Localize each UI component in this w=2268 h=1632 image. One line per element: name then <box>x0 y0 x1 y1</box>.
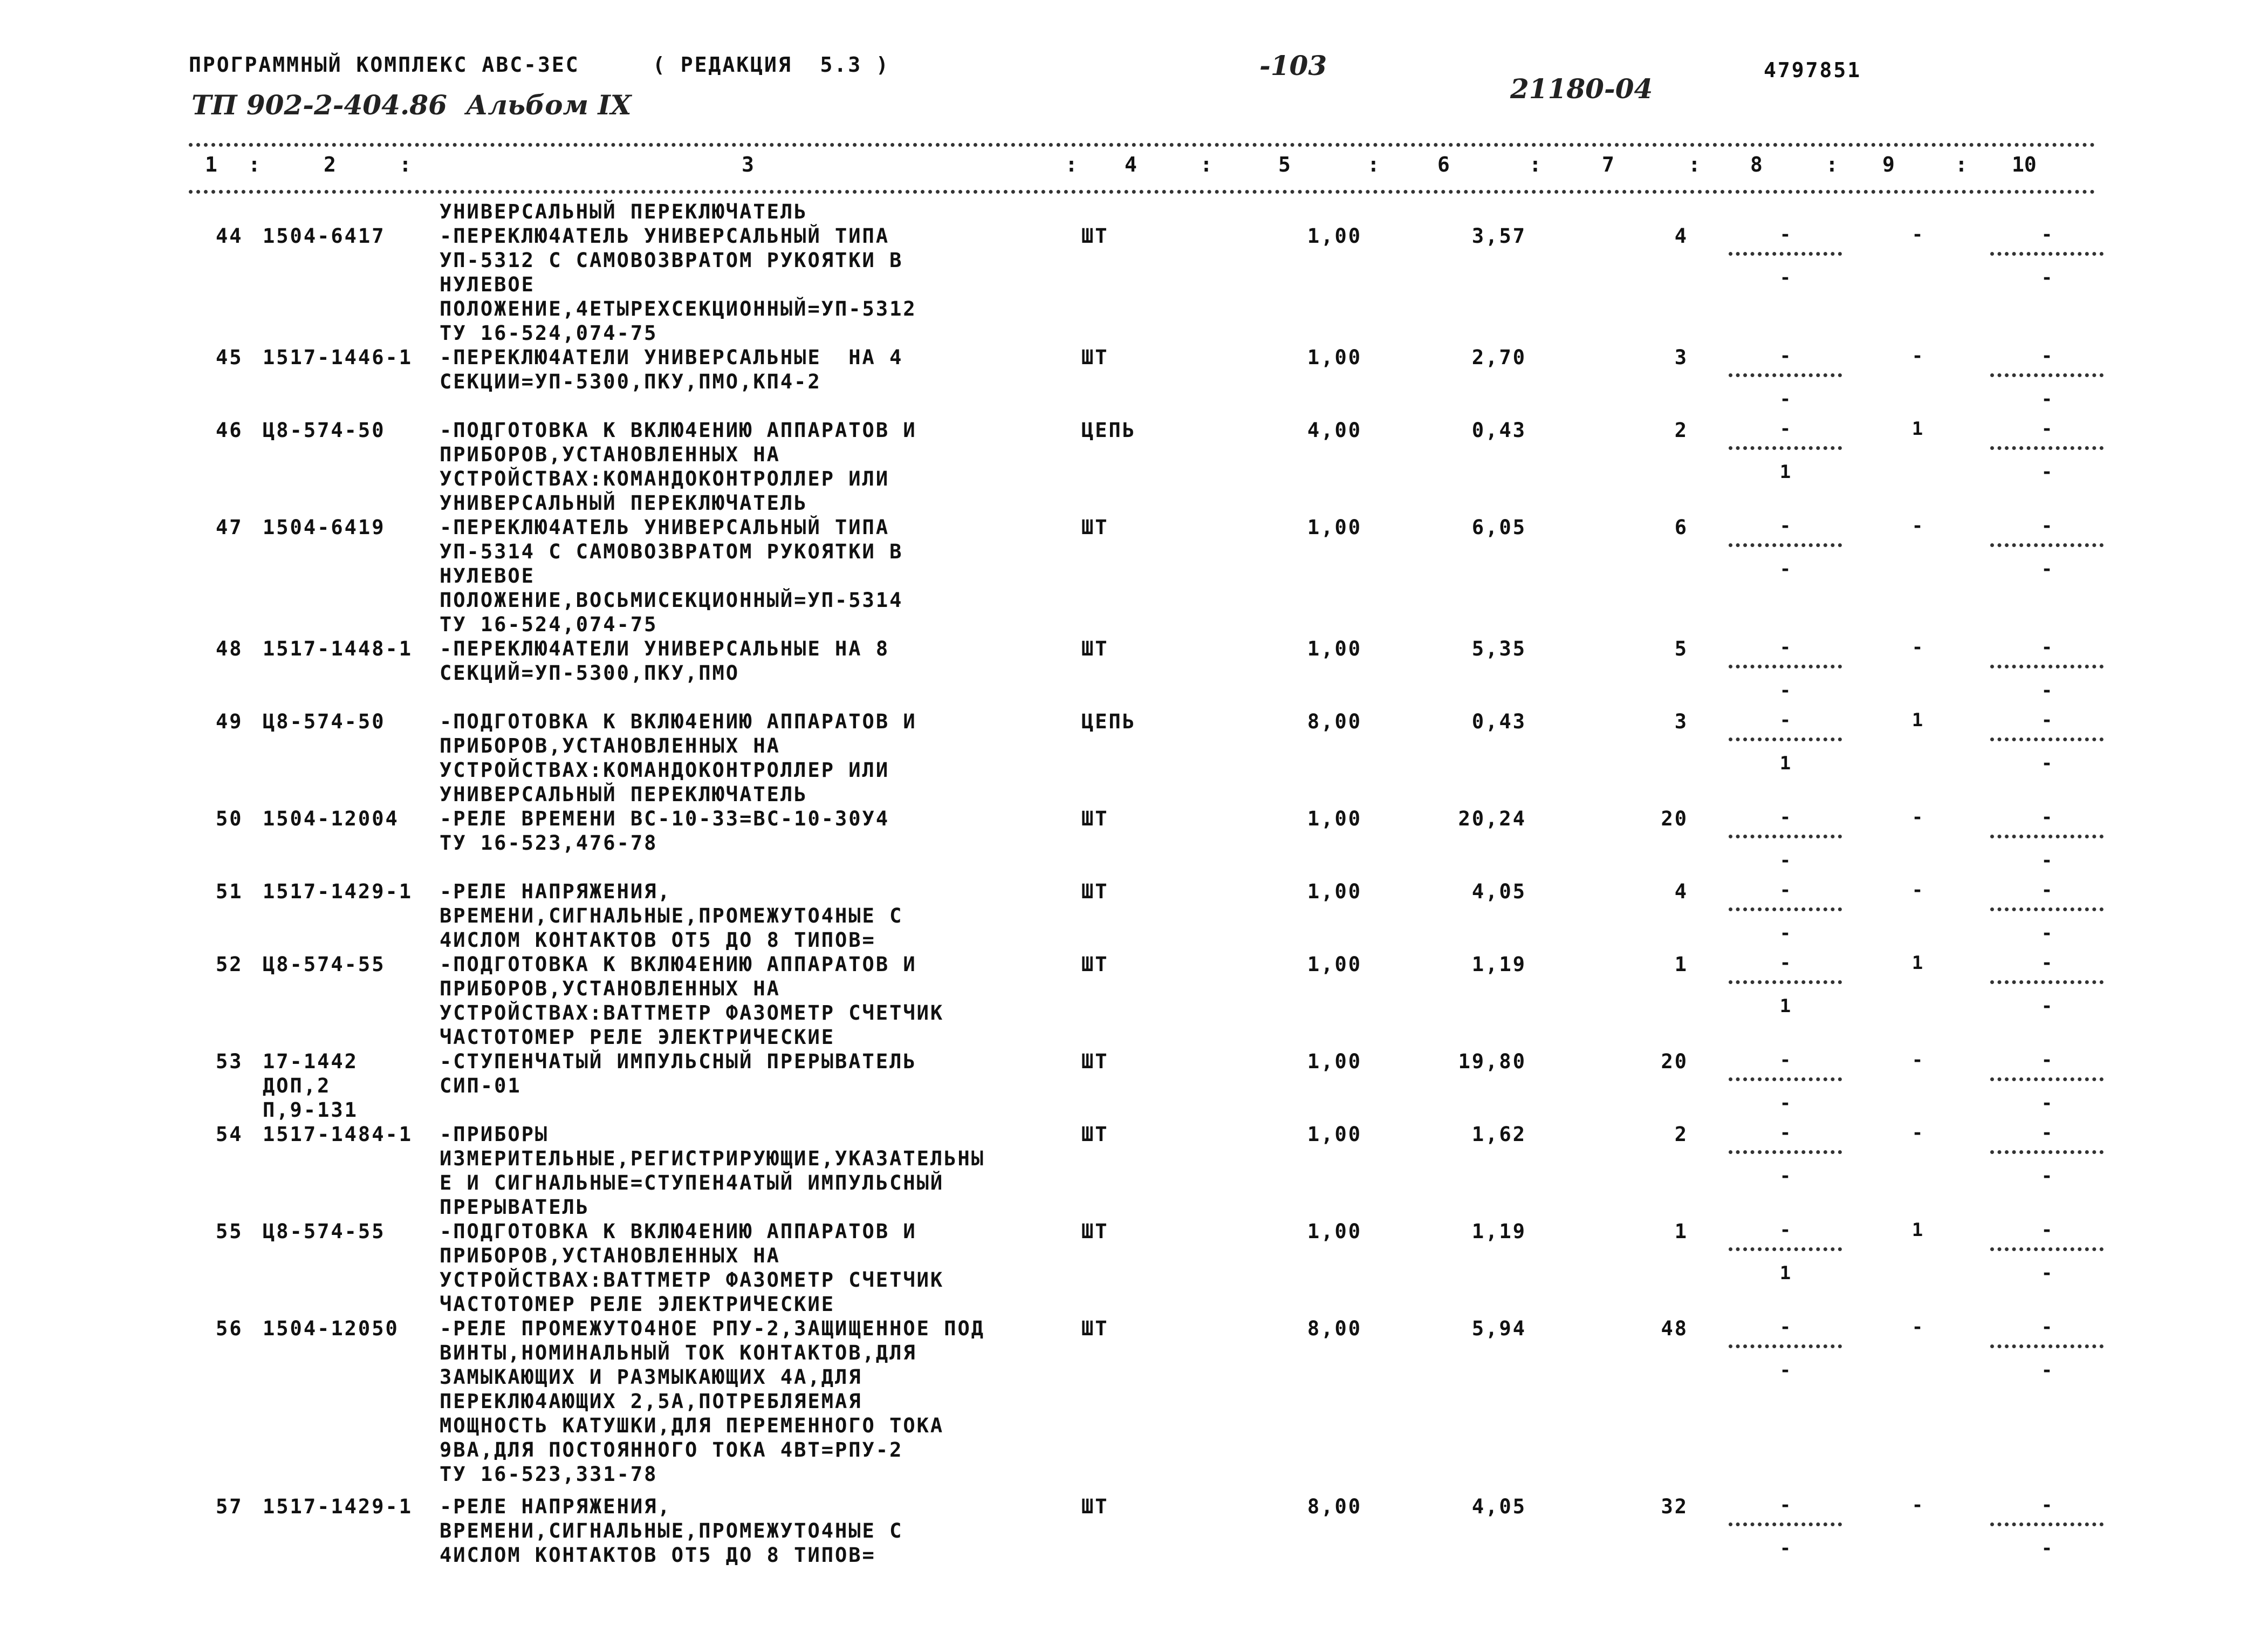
row-col10-fraction-bar <box>1990 1077 2103 1081</box>
row-col10-fraction-bar <box>1990 1150 2103 1154</box>
row-unit: ШТ <box>1081 1317 1109 1340</box>
row-code: 1504-6419 <box>263 516 386 539</box>
row-col8-fraction-bottom: - <box>1779 388 1791 410</box>
row-col10-fraction <box>1985 952 2109 1025</box>
col-sep: : <box>1955 153 1968 176</box>
header-divider <box>189 190 2095 194</box>
row-col9-value: - <box>1911 1316 1923 1338</box>
row-col8-fraction-bar <box>1729 738 1842 741</box>
row-col8-fraction <box>1723 637 1847 709</box>
row-price: 6,05 <box>1471 516 1526 539</box>
row-quantity: 4,00 <box>1307 419 1362 442</box>
row-number: 45 <box>216 346 243 369</box>
row-col8-fraction-bar <box>1729 1344 1842 1348</box>
row-col10-fraction <box>1985 1219 2109 1292</box>
row-price: 5,94 <box>1471 1317 1526 1340</box>
row-quantity: 8,00 <box>1307 710 1362 733</box>
row-col10-fraction-bottom: - <box>2041 388 2053 410</box>
row-col8-fraction-top: - <box>1779 807 1791 828</box>
col-8: 8 <box>1750 153 1763 176</box>
row-col8-value: 3 <box>1674 710 1688 733</box>
row-description: -РЕЛЕ НАПРЯЖЕНИЯ, ВРЕМЕНИ,СИГНАЛЬНЫЕ,ПРОМЕЖУТО4НЫЕ С 4ИСЛОМ КОНТАКТОВ ОТ5 ДО 8 ТИПОВ= <box>440 1495 903 1567</box>
doc-number: 4797851 <box>1764 58 1862 82</box>
row-col10-fraction-top: - <box>2041 807 2053 828</box>
row-description: -ПРИБОРЫ ИЗМЕРИТЕЛЬНЫЕ,РЕГИСТРИРУЮЩИЕ,УКАЗАТЕЛЬНЫ Е И СИГНАЛЬНЫЕ=СТУПЕН4АТЫЙ ИМПУЛЬСНЫЙ ПРЕРЫВАТЕЛЬ <box>440 1123 985 1219</box>
row-description: -ПЕРЕКЛЮ4АТЕЛЬ УНИВЕРСАЛЬНЫЙ ТИПА УП-5314 С САМОВОЗВРАТОМ РУКОЯТКИ В НУЛЕВОЕ ПОЛОЖЕНИЕ,ВОСЬМИСЕКЦИОННЫЙ=УП-5314 ТУ 16-524,074-75 <box>440 516 903 636</box>
row-col10-fraction-bottom: - <box>2041 1262 2053 1284</box>
row-col8-value: 4 <box>1674 880 1688 903</box>
row-quantity: 1,00 <box>1307 1123 1362 1146</box>
row-col10-fraction-bar <box>1990 907 2103 911</box>
col-sep: : <box>1367 153 1380 176</box>
row-col10-fraction-bottom: - <box>2041 558 2053 580</box>
row-col10-fraction-bottom: - <box>2041 1092 2053 1114</box>
row-price: 0,43 <box>1471 710 1526 733</box>
row-col8-fraction-bottom: 1 <box>1779 753 1791 774</box>
col-5: 5 <box>1278 153 1291 176</box>
row-col8-value: 1 <box>1674 1220 1688 1243</box>
row-col9-value: - <box>1911 1122 1923 1144</box>
row-quantity: 8,00 <box>1307 1495 1362 1518</box>
row-col10-fraction-bottom: - <box>2041 461 2053 483</box>
row-col8-value: 20 <box>1661 1050 1688 1073</box>
row-col10-fraction-bottom: - <box>2041 267 2053 289</box>
row-col8-value: 2 <box>1674 419 1688 442</box>
row-description: -ПОДГОТОВКА К ВКЛЮ4ЕНИЮ АППАРАТОВ И ПРИБОРОВ,УСТАНОВЛЕННЫХ НА УСТРОЙСТВАХ:КОМАНДОКОНТРОЛЛЕР ИЛИ УНИВЕРСАЛЬНЫЙ ПЕРЕКЛЮЧАТЕЛЬ <box>440 419 917 515</box>
row-price: 1,19 <box>1471 1220 1526 1243</box>
row-col10-fraction-bar <box>1990 1247 2103 1251</box>
row-col8-fraction-top: - <box>1779 1049 1791 1071</box>
row-number: 48 <box>216 637 243 660</box>
row-col10-fraction-top: - <box>2041 345 2053 367</box>
row-code: Ц8-574-50 <box>263 419 386 442</box>
row-col8-fraction-top: - <box>1779 879 1791 901</box>
row-col10-fraction-top: - <box>2041 515 2053 537</box>
row-col8-fraction-bottom: - <box>1779 1165 1791 1187</box>
row-col10-fraction-top: - <box>2041 637 2053 658</box>
row-col8-fraction <box>1723 807 1847 879</box>
row-number: 51 <box>216 880 243 903</box>
row-col8-fraction-bar <box>1729 907 1842 911</box>
row-description: -РЕЛЕ ПРОМЕЖУТО4НОЕ РПУ-2,ЗАЩИЩЕННОЕ ПОД ВИНТЫ,НОМИНАЛЬНЫЙ ТОК КОНТАКТОВ,ДЛЯ ЗАМЫКАЮЩИХ И РАЗМЫКАЮЩИХ 4А,ДЛЯ ПЕРЕКЛЮ4АЮЩИХ 2,5А,ПОТРЕБЛЯЕМАЯ МОЩНОСТЬ КАТУШКИ,ДЛЯ ПЕРЕМЕННОГО ТОКА 9ВА,ДЛЯ ПОСТОЯННОГО ТОКА 4ВТ=РПУ-2 ТУ 16-523,331-78 <box>440 1317 985 1486</box>
row-col10-fraction <box>1985 637 2109 709</box>
row-code: 1517-1448-1 <box>263 637 413 660</box>
row-col8-value: 5 <box>1674 637 1688 660</box>
row-code: 1517-1446-1 <box>263 346 413 369</box>
row-col10-fraction-bottom: - <box>2041 1538 2053 1559</box>
row-col10-fraction-bar <box>1990 252 2103 256</box>
row-price: 5,35 <box>1471 637 1526 660</box>
row-code: 17-1442 ДОП,2 П,9-131 <box>263 1050 358 1122</box>
row-number: 57 <box>216 1495 243 1518</box>
row-col8-fraction <box>1723 1219 1847 1292</box>
row-price: 19,80 <box>1458 1050 1526 1073</box>
row-col10-fraction-bar <box>1990 980 2103 984</box>
row-number: 50 <box>216 807 243 830</box>
row-quantity: 1,00 <box>1307 880 1362 903</box>
row-col10-fraction-top: - <box>2041 1316 2053 1338</box>
row-col10-fraction-bar <box>1990 1344 2103 1348</box>
top-divider <box>189 143 2095 147</box>
row-description: -ПОДГОТОВКА К ВКЛЮ4ЕНИЮ АППАРАТОВ И ПРИБОРОВ,УСТАНОВЛЕННЫХ НА УСТРОЙСТВАХ:КОМАНДОКОНТРОЛЛЕР ИЛИ УНИВЕРСАЛЬНЫЙ ПЕРЕКЛЮЧАТЕЛЬ <box>440 710 917 806</box>
row-col9-value: 1 <box>1911 1219 1923 1241</box>
row-description: -ПОДГОТОВКА К ВКЛЮ4ЕНИЮ АППАРАТОВ И ПРИБОРОВ,УСТАНОВЛЕННЫХ НА УСТРОЙСТВАХ:ВАТТМЕТР ФАЗОМЕТР СЧЕТЧИК ЧАСТОТОМЕР РЕЛЕ ЭЛЕКТРИЧЕСКИЕ <box>440 1220 944 1316</box>
row-col8-fraction-top: - <box>1779 515 1791 537</box>
row-unit: ШТ <box>1081 1220 1109 1243</box>
row-col10-fraction-bottom: - <box>2041 995 2053 1017</box>
row-quantity: 1,00 <box>1307 637 1362 660</box>
row-price: 1,62 <box>1471 1123 1526 1146</box>
col-4: 4 <box>1125 153 1137 176</box>
row-col10-fraction <box>1985 224 2109 297</box>
col-sep: : <box>399 153 412 176</box>
row-col8-fraction <box>1723 709 1847 782</box>
row-col8-fraction-bottom: - <box>1779 558 1791 580</box>
col-sep: : <box>1200 153 1212 176</box>
row-col10-fraction-bottom: - <box>2041 1360 2053 1381</box>
row-col10-fraction <box>1985 1494 2109 1567</box>
row-description: -РЕЛЕ НАПРЯЖЕНИЯ, ВРЕМЕНИ,СИГНАЛЬНЫЕ,ПРОМЕЖУТО4НЫЕ С 4ИСЛОМ КОНТАКТОВ ОТ5 ДО 8 ТИПОВ= <box>440 880 903 952</box>
row-col10-fraction <box>1985 345 2109 418</box>
row-col8-value: 32 <box>1661 1495 1688 1518</box>
col-sep: : <box>1826 153 1838 176</box>
row-col10-fraction <box>1985 1049 2109 1122</box>
row-code: Ц8-574-50 <box>263 710 386 733</box>
row-price: 20,24 <box>1458 807 1526 830</box>
row-col10-fraction-top: - <box>2041 1122 2053 1144</box>
row-col10-fraction <box>1985 515 2109 588</box>
album-label: ТП 902-2-404.86 Альбом IX <box>191 89 632 121</box>
row-price: 0,43 <box>1471 419 1526 442</box>
row-col8-fraction-bar <box>1729 980 1842 984</box>
row-col9-value: - <box>1911 515 1923 537</box>
row-unit: ШТ <box>1081 1123 1109 1146</box>
col-9: 9 <box>1882 153 1895 176</box>
row-col8-fraction-bottom: - <box>1779 1092 1791 1114</box>
col-2: 2 <box>324 153 336 176</box>
edition-label: ( РЕДАКЦИЯ 5.3 ) <box>653 53 890 77</box>
row-col8-fraction <box>1723 418 1847 491</box>
row-col9-value: - <box>1911 224 1923 245</box>
row-number: 53 <box>216 1050 243 1073</box>
row-unit: ЦЕПЬ <box>1081 419 1136 442</box>
row-col10-fraction-bar <box>1990 1522 2103 1526</box>
row-quantity: 1,00 <box>1307 1050 1362 1073</box>
row-code: 1504-12050 <box>263 1317 399 1340</box>
row-col8-fraction-bar <box>1729 252 1842 256</box>
row-col8-fraction-top: - <box>1779 224 1791 245</box>
row-col9-value: 1 <box>1911 418 1923 440</box>
row-col8-fraction <box>1723 515 1847 588</box>
row-col8-fraction-bar <box>1729 446 1842 450</box>
row-quantity: 1,00 <box>1307 807 1362 830</box>
row-number: 46 <box>216 419 243 442</box>
row-unit: ШТ <box>1081 807 1109 830</box>
row-col8-fraction <box>1723 345 1847 418</box>
row-col8-fraction <box>1723 1494 1847 1567</box>
row-col8-fraction-bottom: 1 <box>1779 1262 1791 1284</box>
row-col8-fraction-bar <box>1729 1150 1842 1154</box>
row-description: -ПЕРЕКЛЮ4АТЕЛИ УНИВЕРСАЛЬНЫЕ НА 8 СЕКЦИЙ=УП-5300,ПКУ,ПМО <box>440 637 890 685</box>
row-col10-fraction-top: - <box>2041 952 2053 974</box>
row-price: 1,19 <box>1471 953 1526 976</box>
row-col10-fraction-top: - <box>2041 879 2053 901</box>
row-price: 4,05 <box>1471 880 1526 903</box>
row-unit: ШТ <box>1081 1495 1109 1518</box>
row-col10-fraction-bottom: - <box>2041 1165 2053 1187</box>
row-col10-fraction-top: - <box>2041 1494 2053 1516</box>
row-col8-fraction-top: - <box>1779 952 1791 974</box>
row-col9-value: - <box>1911 1494 1923 1516</box>
row-col10-fraction-bottom: - <box>2041 680 2053 701</box>
row-price: 3,57 <box>1471 224 1526 248</box>
row-col8-fraction-top: - <box>1779 345 1791 367</box>
row-col8-fraction <box>1723 879 1847 952</box>
row-quantity: 1,00 <box>1307 1220 1362 1243</box>
row-col8-fraction-bar <box>1729 373 1842 377</box>
row-col8-fraction-bar <box>1729 543 1842 547</box>
row-unit: ШТ <box>1081 880 1109 903</box>
row-unit: ШТ <box>1081 346 1109 369</box>
row-col8-fraction-bottom: 1 <box>1779 995 1791 1017</box>
row-col10-fraction-bar <box>1990 373 2103 377</box>
row-col10-fraction <box>1985 1316 2109 1389</box>
row-code: 1517-1429-1 <box>263 880 413 903</box>
col-3: 3 <box>742 153 754 176</box>
row-col10-fraction-bar <box>1990 665 2103 668</box>
row-col8-fraction-top: - <box>1779 637 1791 658</box>
row-col10-fraction-top: - <box>2041 1049 2053 1071</box>
row-col8-fraction <box>1723 1316 1847 1389</box>
row-col10-fraction-top: - <box>2041 1219 2053 1241</box>
col-sep: : <box>248 153 261 176</box>
row-price: 4,05 <box>1471 1495 1526 1518</box>
row-quantity: 1,00 <box>1307 346 1362 369</box>
row-number: 44 <box>216 224 243 248</box>
row-col8-fraction-bottom: - <box>1779 1538 1791 1559</box>
row-col10-fraction-bar <box>1990 446 2103 450</box>
row-col10-fraction <box>1985 418 2109 491</box>
row-col8-fraction-bar <box>1729 835 1842 838</box>
row-quantity: 8,00 <box>1307 1317 1362 1340</box>
row-col8-fraction <box>1723 1049 1847 1122</box>
row-col10-fraction-bar <box>1990 835 2103 838</box>
row-number: 54 <box>216 1123 243 1146</box>
row-number: 55 <box>216 1220 243 1243</box>
col-sep: : <box>1065 153 1078 176</box>
row-number: 49 <box>216 710 243 733</box>
row-col8-fraction-bar <box>1729 1077 1842 1081</box>
row-description: -РЕЛЕ ВРЕМЕНИ ВС-10-33=ВС-10-30У4 ТУ 16-523,476-78 <box>440 807 890 855</box>
row-col9-value: - <box>1911 807 1923 828</box>
row-col10-fraction <box>1985 807 2109 879</box>
row-col8-fraction <box>1723 1122 1847 1195</box>
row-col8-fraction-bar <box>1729 1247 1842 1251</box>
row-col10-fraction-bottom: - <box>2041 850 2053 871</box>
row-quantity: 1,00 <box>1307 953 1362 976</box>
row-col8-fraction-top: - <box>1779 709 1791 731</box>
row-col8-fraction-bottom: 1 <box>1779 461 1791 483</box>
row-description: УНИВЕРСАЛЬНЫЙ ПЕРЕКЛЮЧАТЕЛЬ <box>440 200 808 223</box>
row-col8-fraction-bar <box>1729 665 1842 668</box>
row-col8-fraction-bottom: - <box>1779 267 1791 289</box>
col-10: 10 <box>2012 153 2037 176</box>
row-unit: ШТ <box>1081 224 1109 248</box>
row-col10-fraction-bar <box>1990 543 2103 547</box>
row-col10-fraction-bottom: - <box>2041 923 2053 944</box>
col-6: 6 <box>1437 153 1450 176</box>
row-col8-fraction-bottom: - <box>1779 923 1791 944</box>
row-col10-fraction-bottom: - <box>2041 753 2053 774</box>
row-col8-fraction <box>1723 224 1847 297</box>
row-col8-fraction-bar <box>1729 1522 1842 1526</box>
row-description: -ПЕРЕКЛЮ4АТЕЛИ УНИВЕРСАЛЬНЫЕ НА 4 СЕКЦИИ=УП-5300,ПКУ,ПМО,КП4-2 <box>440 346 903 393</box>
row-col8-fraction-bottom: - <box>1779 850 1791 871</box>
row-description: -СТУПЕНЧАТЫЙ ИМПУЛЬСНЫЙ ПРЕРЫВАТЕЛЬ СИП-01 <box>440 1050 917 1097</box>
row-col9-value: 1 <box>1911 952 1923 974</box>
row-col10-fraction-bar <box>1990 738 2103 741</box>
row-col9-value: - <box>1911 345 1923 367</box>
program-title: ПРОГРАММНЫЙ КОМПЛЕКС АВС-ЗЕС <box>189 53 580 77</box>
page-number: -103 <box>1259 50 1327 81</box>
row-number: 56 <box>216 1317 243 1340</box>
row-col8-fraction-top: - <box>1779 1494 1791 1516</box>
row-col10-fraction <box>1985 1122 2109 1195</box>
row-col10-fraction-top: - <box>2041 224 2053 245</box>
row-col8-value: 4 <box>1674 224 1688 248</box>
row-col8-value: 6 <box>1674 516 1688 539</box>
row-code: 1517-1484-1 <box>263 1123 413 1146</box>
col-sep: : <box>1688 153 1701 176</box>
handwritten-code: 21180-04 <box>1510 73 1653 105</box>
row-col8-fraction-top: - <box>1779 1122 1791 1144</box>
row-description: -ПОДГОТОВКА К ВКЛЮ4ЕНИЮ АППАРАТОВ И ПРИБОРОВ,УСТАНОВЛЕННЫХ НА УСТРОЙСТВАХ:ВАТТМЕТР ФАЗОМЕТР СЧЕТЧИК ЧАСТОТОМЕР РЕЛЕ ЭЛЕКТРИЧЕСКИЕ <box>440 953 944 1049</box>
row-unit: ЦЕПЬ <box>1081 710 1136 733</box>
row-code: Ц8-574-55 <box>263 953 386 976</box>
row-code: Ц8-574-55 <box>263 1220 386 1243</box>
row-col8-fraction-bottom: - <box>1779 680 1791 701</box>
row-unit: ШТ <box>1081 516 1109 539</box>
row-col8-value: 20 <box>1661 807 1688 830</box>
row-col8-fraction-top: - <box>1779 418 1791 440</box>
row-col10-fraction <box>1985 709 2109 782</box>
row-quantity: 1,00 <box>1307 224 1362 248</box>
row-col10-fraction-top: - <box>2041 418 2053 440</box>
row-unit: ШТ <box>1081 953 1109 976</box>
row-col8-value: 48 <box>1661 1317 1688 1340</box>
row-col8-fraction-bottom: - <box>1779 1360 1791 1381</box>
row-col10-fraction <box>1985 879 2109 952</box>
row-col8-fraction-top: - <box>1779 1219 1791 1241</box>
row-number: 47 <box>216 516 243 539</box>
row-col8-value: 1 <box>1674 953 1688 976</box>
row-col9-value: - <box>1911 637 1923 658</box>
row-number: 52 <box>216 953 243 976</box>
row-quantity: 1,00 <box>1307 516 1362 539</box>
row-col9-value: 1 <box>1911 709 1923 731</box>
row-col10-fraction-top: - <box>2041 709 2053 731</box>
col-1: 1 <box>205 153 217 176</box>
row-col8-value: 3 <box>1674 346 1688 369</box>
row-unit: ШТ <box>1081 1050 1109 1073</box>
row-col9-value: - <box>1911 1049 1923 1071</box>
col-7: 7 <box>1602 153 1614 176</box>
row-description: -ПЕРЕКЛЮ4АТЕЛЬ УНИВЕРСАЛЬНЫЙ ТИПА УП-5312 С САМОВОЗВРАТОМ РУКОЯТКИ В НУЛЕВОЕ ПОЛОЖЕНИЕ,4ЕТЫРЕХСЕКЦИОННЫЙ=УП-5312 ТУ 16-524,074-75 <box>440 224 917 345</box>
row-col8-fraction <box>1723 952 1847 1025</box>
row-col8-fraction-top: - <box>1779 1316 1791 1338</box>
row-col8-value: 2 <box>1674 1123 1688 1146</box>
row-code: 1504-6417 <box>263 224 386 248</box>
row-code: 1504-12004 <box>263 807 399 830</box>
row-col9-value: - <box>1911 879 1923 901</box>
row-price: 2,70 <box>1471 346 1526 369</box>
row-unit: ШТ <box>1081 637 1109 660</box>
col-sep: : <box>1529 153 1541 176</box>
row-code: 1517-1429-1 <box>263 1495 413 1518</box>
